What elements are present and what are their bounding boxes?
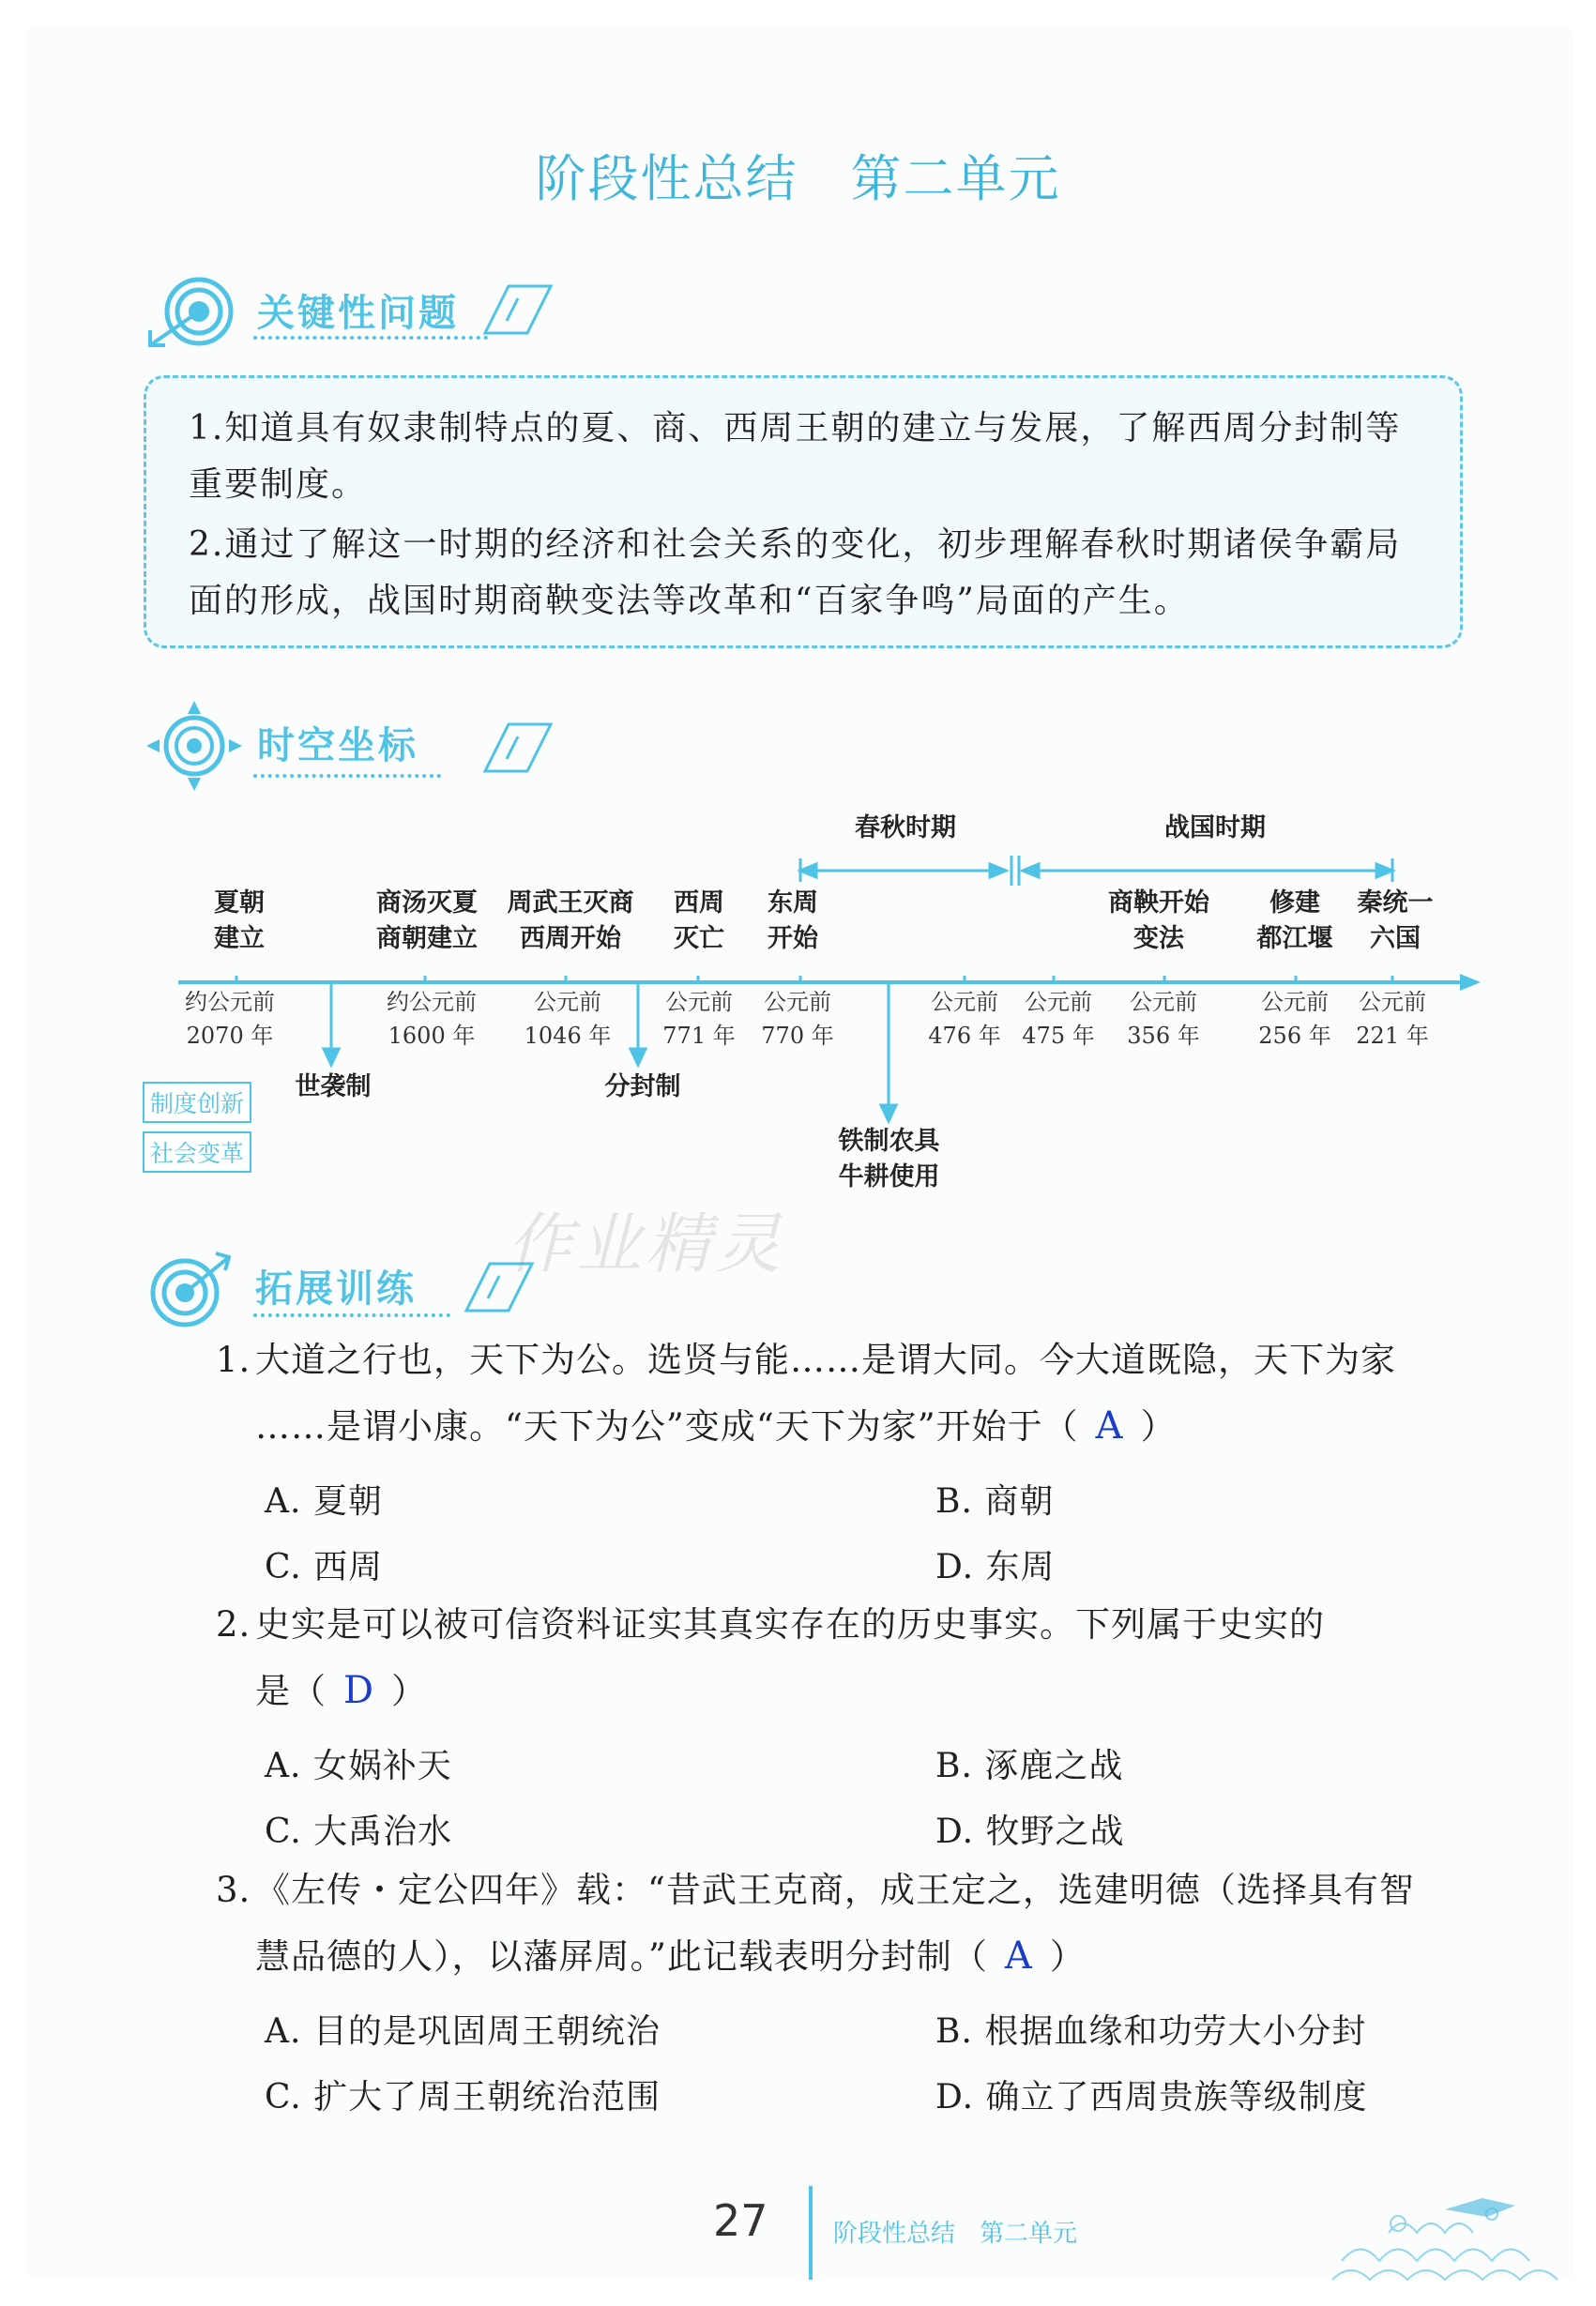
question-text: 大道之行也，天下为公。选贤与能……是谓大同。今大道既隐，天下为家: [255, 1340, 1396, 1380]
footer-title: 阶段性总结 第二单元: [833, 2220, 1078, 2248]
period-label-warring-states: 战国时期: [1164, 813, 1266, 842]
question-number: 1.: [216, 1340, 251, 1380]
tag-institution-innovation: 制度创新: [143, 1082, 251, 1123]
event-label: 东周 开始: [768, 888, 818, 953]
goal-number: 2.: [189, 525, 225, 564]
question-text: ……是谓小康。“天下为公”变成“天下为家”开始于（: [255, 1406, 1079, 1447]
page-number: 27: [713, 2195, 768, 2246]
label-enfeoffment-system: 分封制: [604, 1072, 681, 1101]
date-label: 公元前 356 年: [1127, 989, 1200, 1049]
question-text: 史实是可以被可信资料证实其真实存在的历史事实。下列属于史实的: [255, 1604, 1325, 1645]
question-2: 2. 史实是可以被可信资料证实其真实存在的历史事实。下列属于史实的 是（ D ）: [216, 1592, 1473, 1724]
question-3: 3. 《左传・定公四年》载：“昔武王克商，成王定之，选建明德（选择具有智 慧品德的人），以藩屏周。”此记载表明分封制（ A ）: [216, 1858, 1473, 1990]
option: D. 东周: [935, 1548, 1056, 1586]
option: B. 涿鹿之战: [935, 1747, 1124, 1785]
footer-divider: [809, 2186, 813, 2280]
section-underline: [253, 1313, 450, 1317]
event-label: 秦统一 六国: [1357, 888, 1434, 953]
answer-mark: A: [1095, 1404, 1124, 1448]
goal-text: 知道具有奴隶制特点的夏、商、西周王朝的建立与发展，了解西周分封制等重要制度。: [189, 409, 1402, 504]
event-label: 西周 灭亡: [674, 888, 724, 953]
event-label: 周武王灭商 西周开始: [507, 888, 634, 953]
wave-decoration-icon: [1332, 2186, 1576, 2289]
option: D. 确立了西周贵族等级制度: [935, 2078, 1368, 2116]
date-label: 公元前 771 年: [662, 989, 736, 1049]
date-label: 约公元前 2070 年: [185, 989, 275, 1049]
option: A. 目的是巩固周王朝统治: [265, 2012, 661, 2051]
event-label: 商鞅开始 变法: [1108, 888, 1209, 953]
section-title-time-space: 时空坐标: [257, 724, 418, 767]
target-arrow-icon: [143, 1248, 246, 1332]
goal-text: 通过了解这一时期的经济和社会关系的变化，初步理解春秋时期诸侯争霸局面的形成，战国时期商鞅变法等改革和“百家争鸣”局面的产生。: [189, 525, 1402, 620]
answer-mark: D: [343, 1669, 375, 1712]
page-title: 阶段性总结 第二单元: [535, 149, 1061, 208]
option: C. 扩大了周王朝统治范围: [265, 2078, 661, 2116]
option: B. 商朝: [935, 1482, 1055, 1521]
option: B. 根据血缘和功劳大小分封: [935, 2012, 1367, 2051]
option: D. 牧野之战: [935, 1813, 1125, 1851]
date-label: 公元前 221 年: [1356, 989, 1429, 1049]
period-label-spring-autumn: 春秋时期: [855, 813, 956, 842]
event-label: 商汤灭夏 商朝建立: [376, 888, 478, 953]
option: A. 夏朝: [265, 1482, 383, 1521]
question-text: 是（: [255, 1671, 327, 1711]
label-hereditary-system: 世袭制: [295, 1072, 372, 1101]
tag-social-change: 社会变革: [143, 1131, 251, 1173]
event-label: 夏朝 建立: [214, 888, 265, 953]
date-label: 公元前 256 年: [1258, 989, 1331, 1049]
date-label: 公元前 476 年: [928, 989, 1001, 1049]
option: C. 大禹治水: [265, 1813, 453, 1851]
goal-number: 1.: [189, 409, 225, 448]
watermark: 作业精灵: [507, 1206, 784, 1282]
answer-mark: A: [1004, 1934, 1033, 1978]
question-number: 3.: [216, 1870, 251, 1910]
question-text: 慧品德的人），以藩屏周。”此记载表明分封制（: [255, 1936, 988, 1977]
section-title-key-issues: 关键性问题: [257, 292, 459, 335]
question-number: 2.: [216, 1604, 251, 1645]
date-label: 公元前 1046 年: [524, 989, 612, 1049]
question-text: 《左传・定公四年》载：“昔武王克商，成王定之，选建明德（选择具有智: [255, 1870, 1415, 1910]
section-title-training: 拓展训练: [255, 1267, 417, 1311]
date-label: 公元前 475 年: [1022, 989, 1095, 1049]
option: C. 西周: [265, 1548, 384, 1586]
question-1: 1. 大道之行也，天下为公。选贤与能……是谓大同。今大道既隐，天下为家 ……是谓小康。“天下为公”变成“天下为家”开始于（ A ）: [216, 1327, 1473, 1460]
date-label: 公元前 770 年: [761, 989, 834, 1049]
option: A. 女娲补天: [265, 1747, 452, 1785]
label-iron-tools: 铁制农具 牛耕使用: [838, 1127, 940, 1191]
event-label: 修建 都江堰: [1256, 888, 1333, 953]
date-label: 约公元前 1600 年: [387, 989, 477, 1049]
